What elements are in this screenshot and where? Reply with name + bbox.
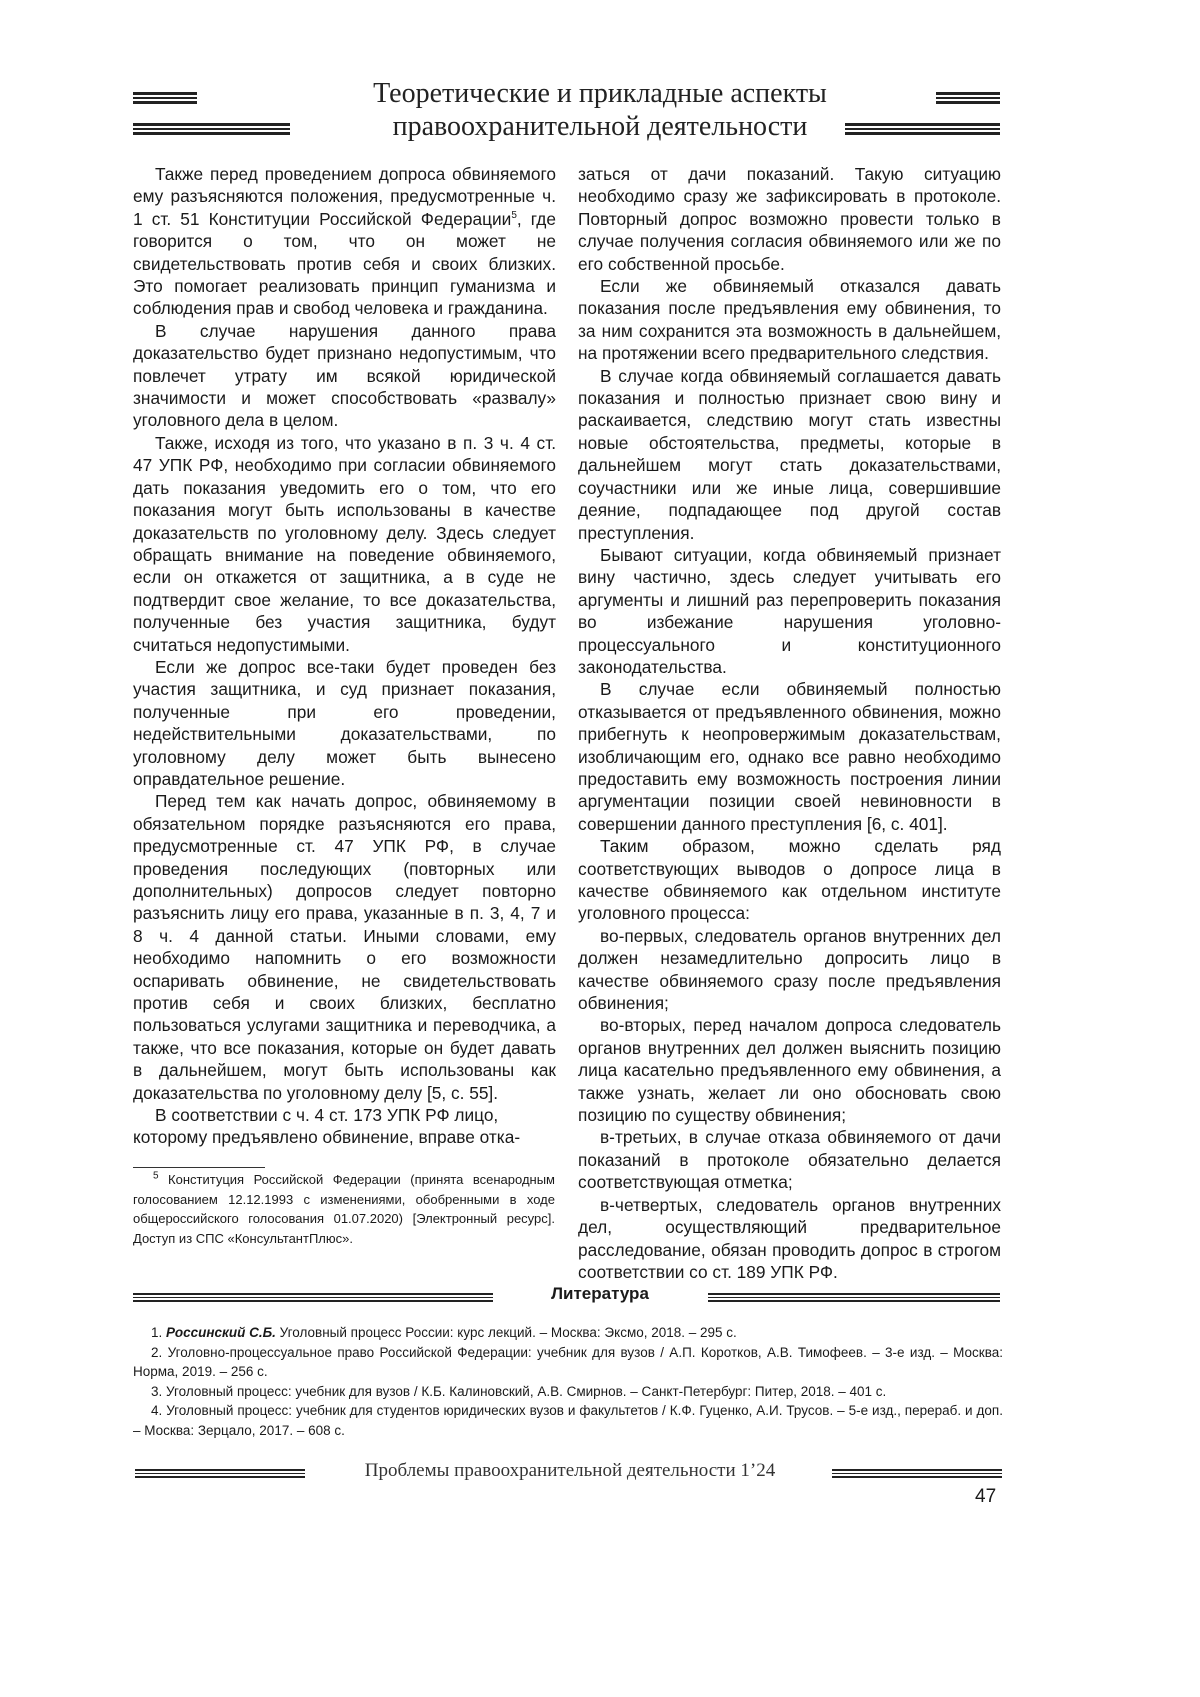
paragraph: Таким образом, можно сделать ряд соответствующих выводов о допросе лица в качестве обвиняемого как отдельном институте уголовного процесса:	[578, 835, 1001, 925]
reference-number: 1.	[151, 1325, 166, 1340]
right-column	[578, 163, 1001, 1283]
paragraph	[133, 163, 556, 320]
footer-rule-right	[832, 1469, 1002, 1478]
footnote-ref: 5	[511, 210, 517, 221]
reference-item: 3. Уголовный процесс: учебник для вузов / К.Б. Калиновский, А.В. Смирнов. – Санкт-Петербург: Питер, 2018. – 401 с.	[133, 1382, 1003, 1402]
paragraph: Перед тем как начать допрос, обвиняемому в обязательном порядке разъясняются его права, предусмотренные ст. 47 УПК РФ, в случае проведения последующих (повторных или дополнительных) допросов следует повторно разъяснить лицу его права, указанные в п. 3, 4, 7 и 8 ч. 4 данной статьи. Иными словами, ему необходимо напомнить о его возможности оспаривать обвинение, не свидетельствовать против себя и своих близких, бесплатно пользоваться услугами защитника и переводчика, а также, что все показания, которые он будет давать в дальнейшем, могут быть использованы как доказательства по уголовному делу [5, с. 55].	[133, 790, 556, 1104]
paragraph: В случае если обвиняемый полностью отказывается от предъявленного обвинения, можно прибегнуть к неопровержимым доказательствам, изобличающим его, однако все равно необходимо предоставить ему возможность построения линии аргументации позиции своей невиновности в совершении данного преступления [6, с. 401].	[578, 678, 1001, 835]
paragraph: В соответствии с ч. 4 ст. 173 УПК РФ лицо, которому предъявлено обвинение, вправе отка-	[133, 1104, 556, 1149]
paragraph-text: Также перед проведением допроса обвиняемого ему разъясняются положения, предусмотренные ч. 1 ст. 51 Конституции Российской Федерации	[133, 164, 556, 229]
paragraph: Также, исходя из того, что указано в п. 3 ч. 4 ст. 47 УПК РФ, необходимо при согласии обвиняемого дать показания уведомить его о том, что его показания могут быть использованы в качестве доказательств по уголовному делу. Здесь следует обращать внимание на поведение обвиняемого, если он откажется от защитника, а в суде не подтвердит свое желание, то все доказательства, полученные без участия защитника, будут считаться недопустимыми.	[133, 432, 556, 656]
footer-rule-left	[135, 1469, 305, 1478]
paragraph: В случае нарушения данного права доказательство будет признано недопустимым, что повлечет утрату им всякой юридической значимости и может способствовать «развалу» уголовного дела в целом.	[133, 320, 556, 432]
literature-rule-left	[133, 1293, 493, 1302]
paragraph: Если же допрос все-таки будет проведен без участия защитника, и суд признает показания, полученные при его проведении, недействительными доказательствами, по уголовному делу может быть вынесено оправдательное решение.	[133, 656, 556, 790]
paragraph: в-третьих, в случае отказа обвиняемого от дачи показаний в протоколе обязательно делается соответствующая отметка;	[578, 1126, 1001, 1193]
literature-heading: Литература	[480, 1284, 720, 1304]
page-number: 47	[975, 1486, 996, 1508]
reference-item: 2. Уголовно-процессуальное право Российской Федерации: учебник для вузов / А.П. Коротков, А.В. Тимофеев. – 3-е изд. – Москва: Норма, 2019. – 256 с.	[133, 1343, 1003, 1382]
footnote-divider	[133, 1167, 265, 1168]
paragraph: Если же обвиняемый отказался давать показания после предъявления ему обвинения, то за ним сохранится эта возможность в дальнейшем, на протяжении всего предварительного следствия.	[578, 275, 1001, 365]
journal-footer: Проблемы правоохранительной деятельности 1’24	[310, 1460, 830, 1482]
paragraph: в-четвертых, следователь органов внутренних дел, осуществляющий предварительное расследование, обязан проводить допрос в строгом соответствии со ст. 189 УПК РФ.	[578, 1194, 1001, 1284]
reference-item	[133, 1323, 1003, 1343]
footnote-text: Конституция Российской Федерации (принята всенародным голосованием 12.12.1993 с изменениями, обобренными в ходе общероссийского голосования 01.07.2020) [Электронный ресурс]. Доступ из СПС «КонсультантПлюс».	[133, 1172, 555, 1246]
paragraph-continuation: заться от дачи показаний. Такую ситуацию необходимо сразу же зафиксировать в протоколе. Повторный допрос возможно провести только в случае получения согласия обвиняемого или же по его собственной просьбе.	[578, 163, 1001, 275]
left-column	[133, 163, 556, 1149]
footnote-number: 5	[153, 1171, 159, 1182]
paragraph: В случае когда обвиняемый соглашается давать показания и полностью признает свою вину и раскаивается, следствию могут стать известны новые обстоятельства, предметы, которые в дальнейшем могут стать доказательствами, соучастники или же иные лица, совершившие деяние, подпадающее под другой состав преступления.	[578, 365, 1001, 544]
reference-author: Россинский С.Б.	[166, 1325, 276, 1340]
section-title-line1: Теоретические и прикладные аспекты	[300, 78, 900, 110]
header-rule-right-top	[936, 92, 1000, 104]
header-rule-left-bottom	[133, 123, 290, 135]
paragraph: во-первых, следователь органов внутренних дел должен незамедлительно допросить лицо в качестве обвиняемого сразу после предъявления обвинения;	[578, 925, 1001, 1015]
section-title-line2: правоохранительной деятельности	[300, 111, 900, 143]
header-rule-left-top	[133, 92, 197, 104]
literature-rule-right	[708, 1293, 1000, 1302]
paragraph: во-вторых, перед началом допроса следователь органов внутренних дел должен выяснить позицию лица касательно предъявленного ему обвинения, а также узнать, желает ли оно обосновать свою позицию по существу обвинения;	[578, 1014, 1001, 1126]
paragraph-text: , где говорится о том, что он может не свидетельствовать против себя и своих близких. Это помогает реализовать принцип гуманизма и соблюдения прав и свобод человека и гражданина.	[133, 209, 556, 319]
reference-text: Уголовный процесс России: курс лекций. – Москва: Эксмо, 2018. – 295 с.	[276, 1325, 737, 1340]
reference-list	[133, 1323, 1003, 1441]
paragraph: Бывают ситуации, когда обвиняемый признает вину частично, здесь следует учитывать его аргументы и лишний раз перепроверить показания во избежание нарушения уголовно-процессуального и конституционного законодательства.	[578, 544, 1001, 678]
reference-item: 4. Уголовный процесс: учебник для студентов юридических вузов и факультетов / К.Ф. Гуценко, А.И. Трусов. – 5-е изд., перераб. и доп. – Москва: Зерцало, 2017. – 608 с.	[133, 1401, 1003, 1440]
footnote	[133, 1170, 555, 1248]
